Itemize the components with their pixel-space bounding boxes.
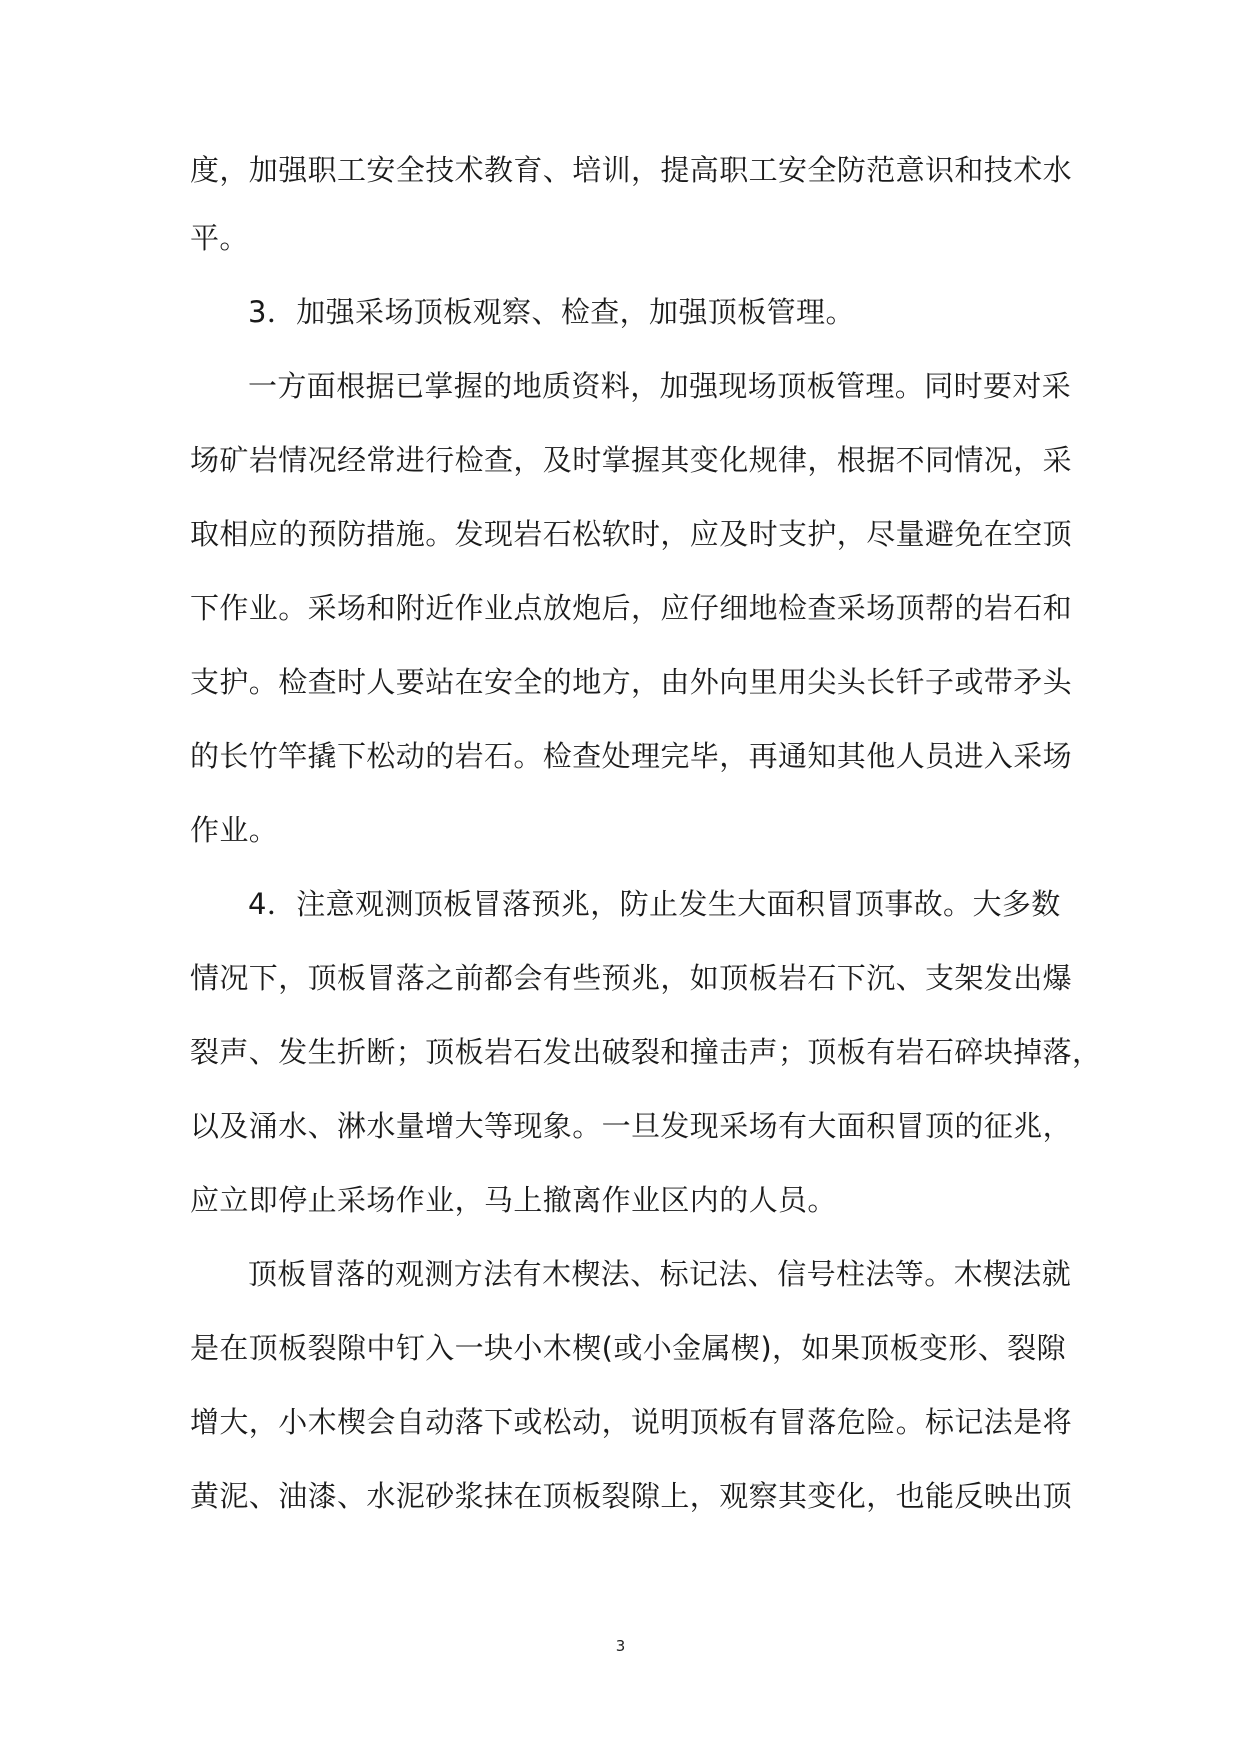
text-line: 度，加强职工安全技术教育、培训，提高职工安全防范意识和技术水 (190, 153, 1073, 187)
text-line: 是在顶板裂隙中钉入一块小木楔(或小金属楔)，如果顶板变形、裂隙 (190, 1331, 1067, 1365)
section-heading: 3．加强采场顶板观察、检查，加强顶板管理。 (248, 295, 855, 329)
section-heading: 4．注意观测顶板冒落预兆，防止发生大面积冒顶事故。大多数 (248, 887, 1061, 921)
page-number: 3 (615, 1637, 626, 1655)
text-line: 场矿岩情况经常进行检查，及时掌握其变化规律，根据不同情况，采 (190, 443, 1073, 477)
text-line: 平。 (190, 221, 249, 255)
text-line: 的长竹竿撬下松动的岩石。检查处理完毕，再通知其他人员进入采场 (190, 739, 1073, 773)
text-line: 情况下，顶板冒落之前都会有些预兆，如顶板岩石下沉、支架发出爆 (190, 961, 1073, 995)
text-line: 以及涌水、淋水量增大等现象。一旦发现采场有大面积冒顶的征兆， (190, 1109, 1073, 1143)
text-line: 作业。 (190, 813, 279, 847)
text-line: 裂声、发生折断；顶板岩石发出破裂和撞击声；顶板有岩石碎块掉落， (190, 1035, 1102, 1069)
text-line: 应立即停止采场作业，马上撤离作业区内的人员。 (190, 1183, 837, 1217)
text-line: 支护。检查时人要站在安全的地方，由外向里用尖头长钎子或带矛头 (190, 665, 1073, 699)
text-line: 增大，小木楔会自动落下或松动，说明顶板有冒落危险。标记法是将 (190, 1405, 1073, 1439)
text-line: 顶板冒落的观测方法有木楔法、标记法、信号柱法等。木楔法就 (248, 1257, 1072, 1291)
text-line: 一方面根据已掌握的地质资料，加强现场顶板管理。同时要对采 (248, 369, 1072, 403)
text-line: 黄泥、油漆、水泥砂浆抹在顶板裂隙上，观察其变化，也能反映出顶 (190, 1479, 1073, 1513)
text-line: 取相应的预防措施。发现岩石松软时，应及时支护，尽量避免在空顶 (190, 517, 1073, 551)
text-line: 下作业。采场和附近作业点放炮后，应仔细地检查采场顶帮的岩石和 (190, 591, 1073, 625)
